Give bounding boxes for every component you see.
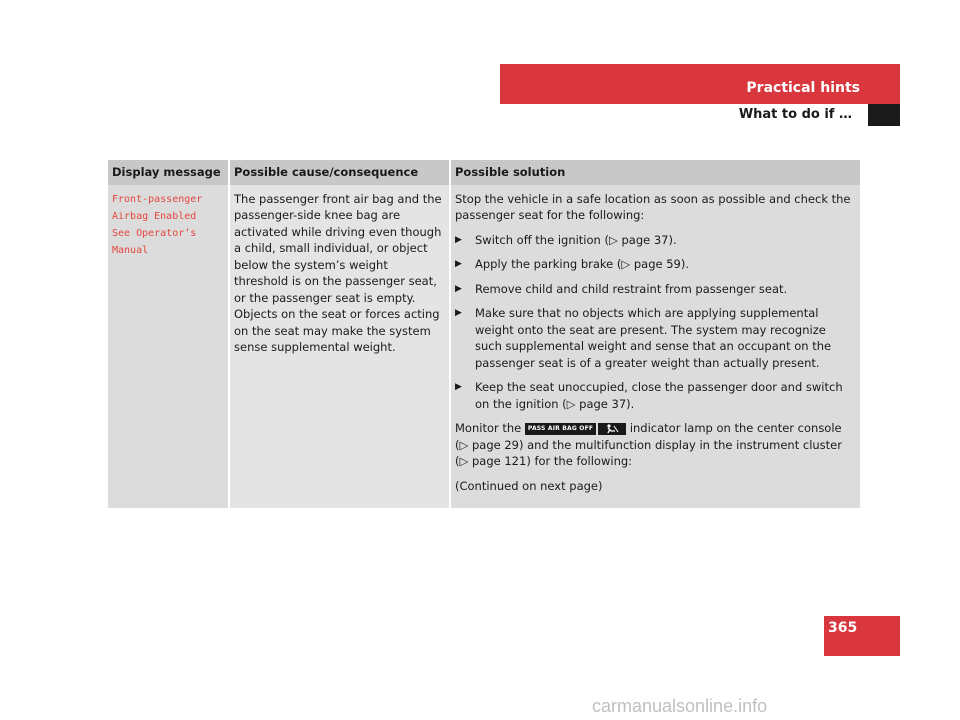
list-item-text: Remove child and child restraint from passenger seat. <box>475 281 788 296</box>
section-subtitle <box>500 104 860 126</box>
section-subtitle-text: What to do if … <box>738 107 852 122</box>
header-marker-block <box>868 104 900 126</box>
cause-cell: The passenger front air bag and the passenger-side knee bag are activated while driving even though a child, small individual, or object below the system’s weight threshold is on the passenger seat, or the passenger seat is empty. Objects on the seat or forces acting on the seat may make the system sense supplemental weight. <box>229 185 450 509</box>
solution-intro: Stop the vehicle in a safe location as soon as possible and check the passenger seat for the following: <box>455 191 851 222</box>
display-message-line: Manual <box>112 244 149 256</box>
troubleshooting-table <box>108 160 860 508</box>
table-row <box>108 185 860 509</box>
watermark: carmanualsonline.info <box>592 696 768 716</box>
display-message-line: See Operator’s <box>112 227 197 239</box>
list-item <box>455 281 856 298</box>
triangle-right-icon: ▶ <box>455 234 462 245</box>
section-title: Practical hints <box>746 80 860 96</box>
list-item <box>455 232 856 249</box>
list-item <box>455 305 856 371</box>
triangle-right-icon: ▶ <box>455 259 462 269</box>
header-band <box>500 64 900 104</box>
triangle-right-icon: ▶ <box>455 382 462 392</box>
header-possible-solution: Possible solution <box>450 160 860 185</box>
list-item-text: Apply the parking brake (▷ page 59). <box>475 257 690 271</box>
monitor-paragraph <box>455 420 856 470</box>
triangle-right-icon: ▶ <box>455 308 462 318</box>
monitor-suffix: indicator lamp on the center console (▷ page 29) and the multifunction display in the instrument cluster (▷ page 121) for the following: <box>455 421 842 468</box>
display-message-line: Airbag Enabled <box>112 210 197 222</box>
list-item-text: Make sure that no objects which are applying supplemental weight onto the seat are present. The system may recognize such supplemental weight and sense that an occupant on the passenger seat is of a greater weight than actually present. <box>475 306 832 370</box>
list-item-text: Switch off the ignition (▷ page 37). <box>475 232 677 247</box>
display-message-cell <box>108 185 229 509</box>
list-item <box>455 379 856 412</box>
page-number-box <box>824 616 900 656</box>
airbag-off-indicator-icon <box>598 423 626 435</box>
display-message-line: Front-passenger <box>112 193 203 205</box>
table-header-row <box>108 160 860 185</box>
airbag-off-badge: PASS AIR BAG OFF <box>525 423 596 435</box>
continued-note: (Continued on next page) <box>455 478 603 493</box>
page-number: 365 <box>828 620 858 636</box>
solution-cell <box>450 185 860 509</box>
triangle-right-icon: ▶ <box>455 283 462 294</box>
list-item-text: Keep the seat unoccupied, close the passenger door and switch on the ignition (▷ page 37). <box>475 380 843 411</box>
monitor-prefix: Monitor the <box>455 421 522 435</box>
header-possible-cause: Possible cause/consequence <box>229 160 450 185</box>
header-display-message: Display message <box>108 160 229 185</box>
list-item <box>455 256 856 273</box>
